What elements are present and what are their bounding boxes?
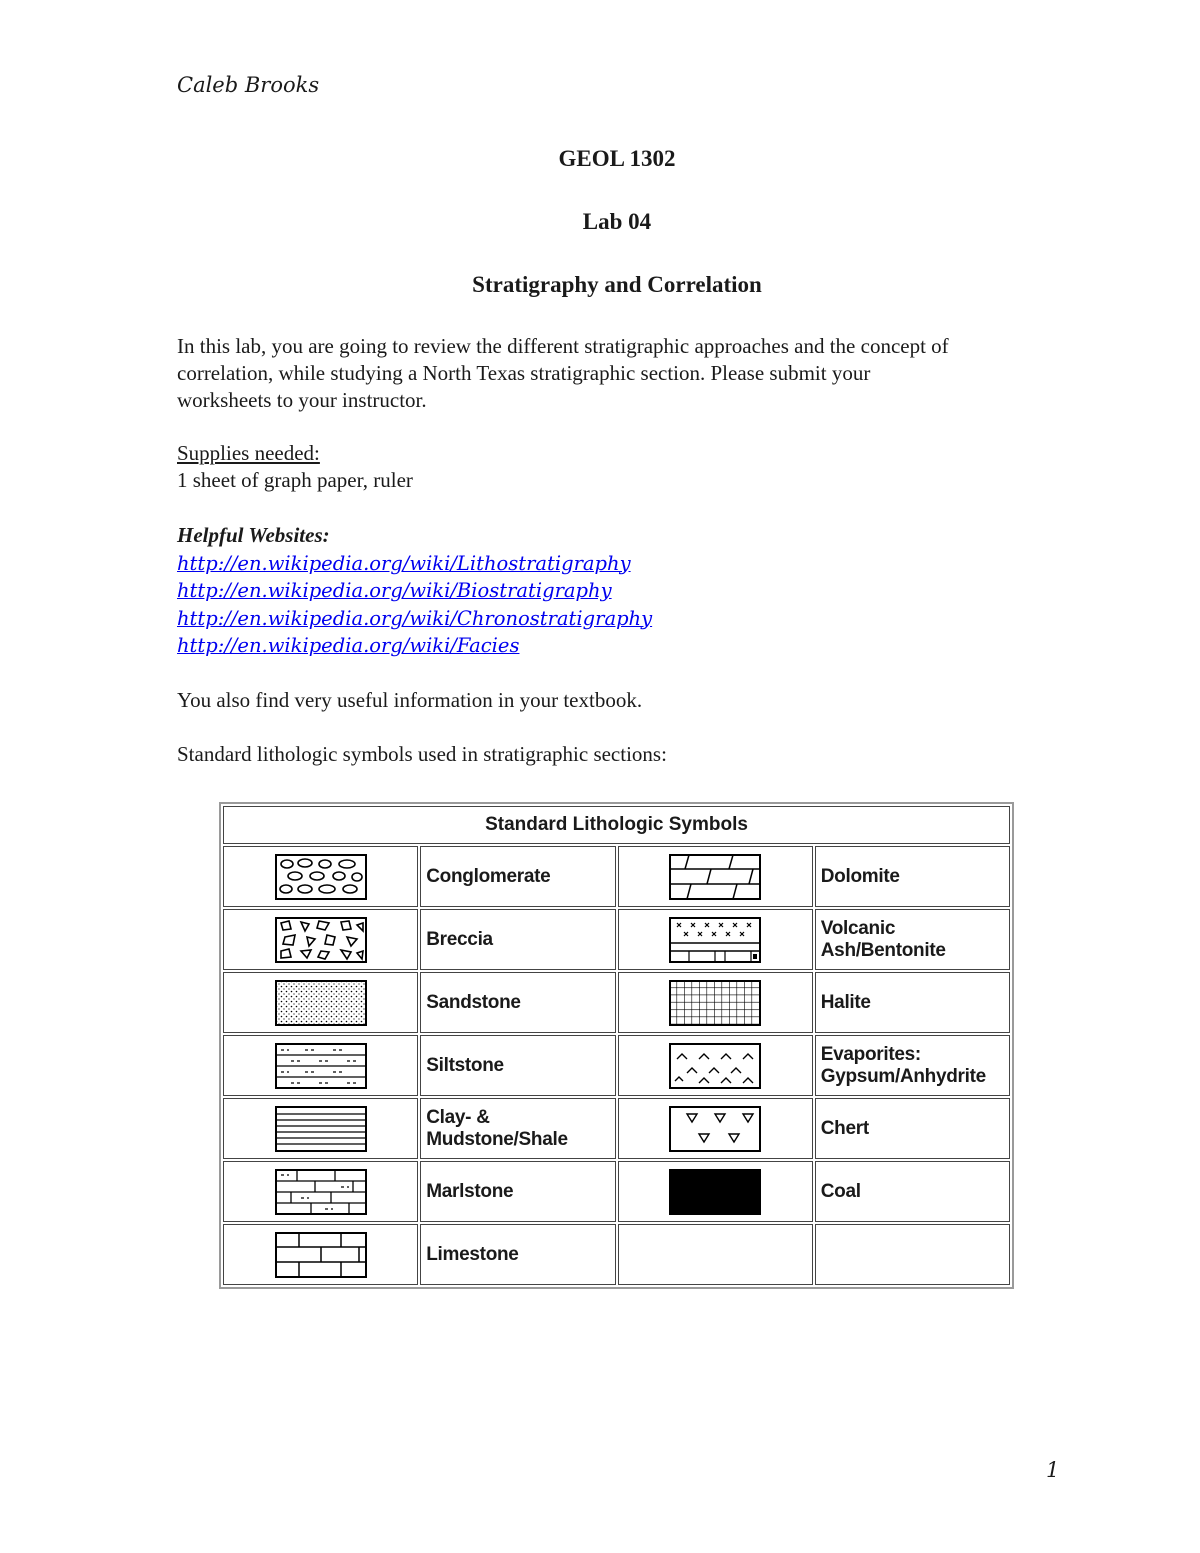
intro-line: correlation, while studying a North Texas stratigraphic section. Please submit your xyxy=(177,361,871,385)
dolomite-label: Dolomite xyxy=(815,846,1010,907)
volcanic-ash-symbol xyxy=(618,909,813,970)
intro-line: worksheets to your instructor. xyxy=(177,388,427,412)
table-title: Standard Lithologic Symbols xyxy=(223,806,1010,844)
marlstone-label: Marlstone xyxy=(420,1161,615,1222)
supplies-items: 1 sheet of graph paper, ruler xyxy=(177,468,413,492)
lab-title: Lab 04 xyxy=(582,209,652,234)
siltstone-symbol xyxy=(223,1035,418,1096)
table-row xyxy=(223,846,1010,907)
sandstone-symbol xyxy=(223,972,418,1033)
intro-paragraph xyxy=(177,333,1057,414)
table-row xyxy=(223,1098,1010,1159)
empty-cell xyxy=(815,1224,1010,1285)
evaporites-symbol xyxy=(618,1035,813,1096)
supplies-section xyxy=(177,440,1057,494)
shale-label: Clay- & Mudstone/Shale xyxy=(420,1098,615,1159)
breccia-symbol xyxy=(223,909,418,970)
breccia-label: Breccia xyxy=(420,909,615,970)
link-biostratigraphy[interactable]: http://en.wikipedia.org/wiki/Biostratigraphy xyxy=(177,579,612,602)
table-row xyxy=(223,1161,1010,1222)
lithologic-symbols-table xyxy=(219,802,1014,1289)
table-row xyxy=(223,909,1010,970)
table-row xyxy=(223,972,1010,1033)
limestone-label: Limestone xyxy=(420,1224,615,1285)
volcanic-ash-label: Volcanic Ash/Bentonite xyxy=(815,909,1010,970)
conglomerate-symbol xyxy=(223,846,418,907)
siltstone-label: Siltstone xyxy=(420,1035,615,1096)
link-facies[interactable]: http://en.wikipedia.org/wiki/Facies xyxy=(177,634,520,657)
halite-symbol xyxy=(618,972,813,1033)
coal-label: Coal xyxy=(815,1161,1010,1222)
table-row xyxy=(223,1224,1010,1285)
link-chronostratigraphy[interactable]: http://en.wikipedia.org/wiki/Chronostratigraphy xyxy=(177,606,653,630)
chert-label: Chert xyxy=(815,1098,1010,1159)
evaporites-label: Evaporites: Gypsum/Anhydrite xyxy=(815,1035,1010,1096)
websites-section xyxy=(177,522,1057,660)
shale-symbol xyxy=(223,1098,418,1159)
chert-symbol xyxy=(618,1098,813,1159)
conglomerate-label: Conglomerate xyxy=(420,846,615,907)
author-name: Caleb Brooks xyxy=(177,73,320,97)
link-lithostratigraphy[interactable]: http://en.wikipedia.org/wiki/Lithostratigraphy xyxy=(177,551,631,575)
empty-cell xyxy=(618,1224,813,1285)
dolomite-symbol xyxy=(618,846,813,907)
limestone-symbol xyxy=(223,1224,418,1285)
sandstone-label: Sandstone xyxy=(420,972,615,1033)
websites-label: Helpful Websites: xyxy=(177,523,330,547)
topic-title: Stratigraphy and Correlation xyxy=(472,272,762,297)
table-row xyxy=(223,1035,1010,1096)
symbols-intro: Standard lithologic symbols used in stratigraphic sections: xyxy=(177,742,667,766)
course-title: GEOL 1302 xyxy=(558,146,676,171)
halite-label: Halite xyxy=(815,972,1010,1033)
coal-symbol xyxy=(618,1161,813,1222)
marlstone-symbol xyxy=(223,1161,418,1222)
intro-line: In this lab, you are going to review the different stratigraphic approaches and the concept of xyxy=(177,334,949,358)
supplies-label: Supplies needed: xyxy=(177,441,320,465)
textbook-note: You also find very useful information in your textbook. xyxy=(177,688,643,712)
page-number: 1 xyxy=(1046,1458,1060,1482)
